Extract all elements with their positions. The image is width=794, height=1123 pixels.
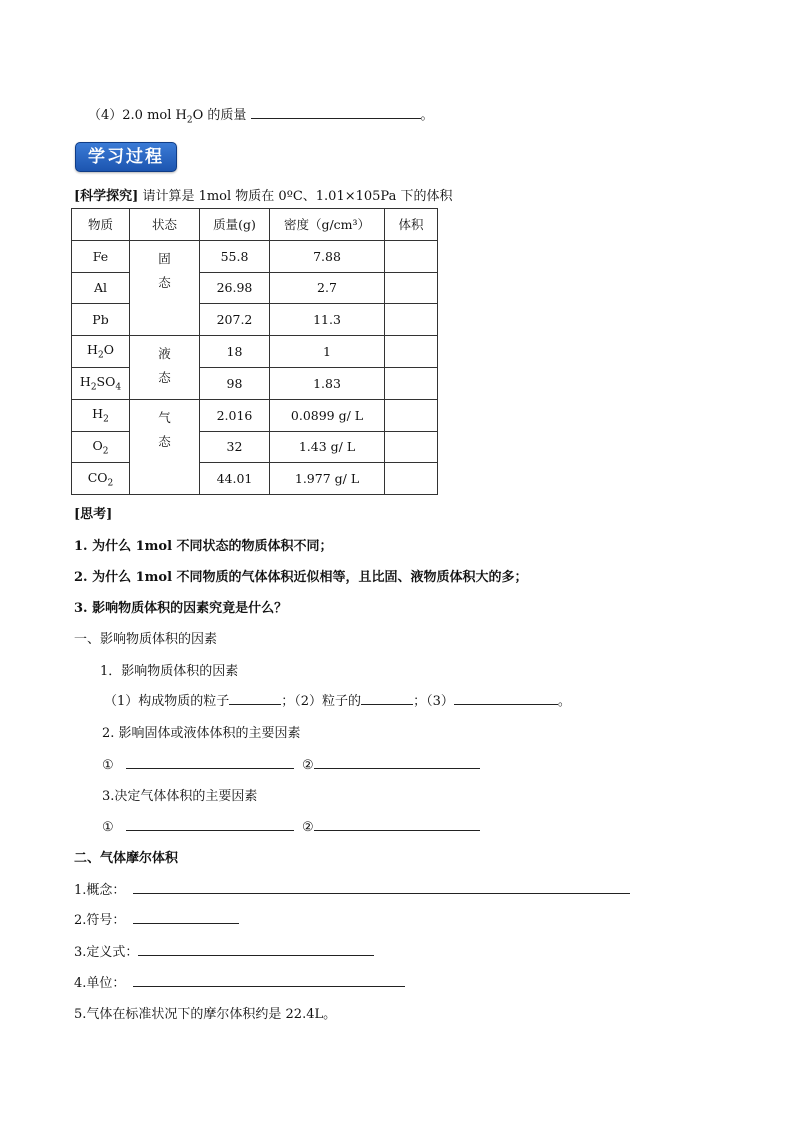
- header-volume: 体积: [385, 209, 438, 241]
- think-question-1: 1. 为什么 1mol 不同状态的物质体积不同；: [74, 539, 333, 554]
- section-1-title: 一、影响物质体积的因素: [74, 632, 218, 647]
- cell-name: Pb: [72, 304, 130, 336]
- cell-name: $H_2O$: [72, 336, 130, 368]
- cell-mass: 44.01: [200, 463, 270, 495]
- answer-blank[interactable]: [251, 104, 421, 119]
- cell-density: 1.43 g/ L: [270, 431, 385, 463]
- science-explore: [科学探究] 请计算是 1mol 物质在 0ºC、1.01×105Pa 下的体积: [74, 189, 453, 204]
- cell-density: 2.7: [270, 272, 385, 304]
- header-substance: 物质: [72, 209, 130, 241]
- cell-name: Fe: [72, 240, 130, 272]
- cell-volume[interactable]: [385, 367, 438, 399]
- cell-density: 1: [270, 336, 385, 368]
- section-2-title: 二、气体摩尔体积: [74, 851, 179, 866]
- blank-definition[interactable]: [138, 941, 374, 956]
- cell-name: $O_2$: [72, 431, 130, 463]
- cell-mass: 32: [200, 431, 270, 463]
- symbol-line: 2.符号：: [74, 909, 239, 928]
- cell-volume[interactable]: [385, 304, 438, 336]
- header-mass: 质量(g): [200, 209, 270, 241]
- blank-gas-2[interactable]: [314, 816, 480, 831]
- section-1-sub-1: 1．影响物质体积的因素: [100, 664, 239, 679]
- cell-volume[interactable]: [385, 463, 438, 495]
- cell-name: $CO_2$: [72, 463, 130, 495]
- learning-process-badge: 学习过程: [75, 142, 177, 172]
- substance-table: [71, 208, 438, 495]
- cell-volume[interactable]: [385, 399, 438, 431]
- cell-mass: 55.8: [200, 240, 270, 272]
- think-question-2: 2. 为什么 1mol 不同物质的气体体积近似相等，且比固、液物质体积大的多；: [74, 570, 528, 585]
- blank-symbol[interactable]: [133, 909, 239, 924]
- cell-density: 11.3: [270, 304, 385, 336]
- header-state: 状态: [130, 209, 200, 241]
- cell-name: $H_2$: [72, 399, 130, 431]
- cell-volume[interactable]: [385, 240, 438, 272]
- cell-mass: 98: [200, 367, 270, 399]
- blank-solid-1[interactable]: [126, 754, 294, 769]
- cell-density: 1.977 g/ L: [270, 463, 385, 495]
- header-density: 密度（g/cm³）: [270, 209, 385, 241]
- section-1-sub-3: 3.决定气体体积的主要因素: [102, 789, 258, 804]
- think-question-3: 3. 影响物质体积的因素究竟是什么？: [74, 601, 288, 616]
- cell-mass: 26.98: [200, 272, 270, 304]
- cell-mass: 207.2: [200, 304, 270, 336]
- cell-name: Al: [72, 272, 130, 304]
- factors-line: （1）构成物质的粒子 ；（2）粒子的 ；（3） 。: [104, 690, 571, 709]
- blank-concept[interactable]: [133, 879, 630, 894]
- section-1-sub-2: 2. 影响固体或液体体积的主要因素: [102, 726, 301, 741]
- blank-particle-size[interactable]: [361, 690, 413, 705]
- cell-name: $H_2SO_4$: [72, 367, 130, 399]
- gas-factors: ① ②: [102, 816, 480, 835]
- cell-density: 1.83: [270, 367, 385, 399]
- unit-line: 4.单位：: [74, 972, 405, 991]
- think-tag: [思考]: [74, 507, 113, 522]
- cell-density: 7.88: [270, 240, 385, 272]
- blank-particle-distance[interactable]: [454, 690, 558, 705]
- state-liquid: 液态: [130, 336, 200, 400]
- blank-solid-2[interactable]: [314, 754, 480, 769]
- stp-molar-volume: 5.气体在标准状况下的摩尔体积约是 22.4L。: [74, 1007, 337, 1022]
- cell-volume[interactable]: [385, 272, 438, 304]
- blank-particle-count[interactable]: [229, 690, 281, 705]
- definition-line: 3.定义式：: [74, 941, 374, 960]
- cell-mass: 2.016: [200, 399, 270, 431]
- concept-line: 1.概念：: [74, 879, 630, 898]
- state-gas: 气态: [130, 399, 200, 494]
- cell-mass: 18: [200, 336, 270, 368]
- blank-gas-1[interactable]: [126, 816, 294, 831]
- blank-unit[interactable]: [133, 972, 405, 987]
- cell-volume[interactable]: [385, 336, 438, 368]
- question-4: （4）2.0 mol $H_2O$ 的质量 。: [88, 104, 434, 126]
- cell-volume[interactable]: [385, 431, 438, 463]
- cell-density: 0.0899 g/ L: [270, 399, 385, 431]
- solid-liquid-factors: ① ②: [102, 754, 480, 773]
- state-solid: 固态: [130, 240, 200, 335]
